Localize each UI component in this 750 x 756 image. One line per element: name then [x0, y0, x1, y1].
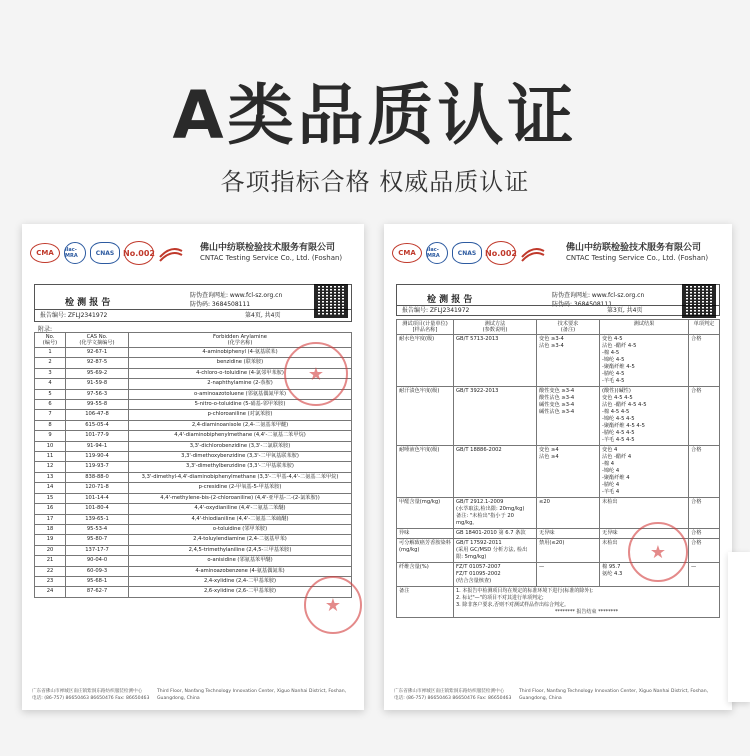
- note-item: 3. 除非客户要求,否则不对测试样品作出综合判定。: [456, 602, 569, 608]
- table-cell: 3,3'-dimethylbenzidine (3,3'-二甲基联苯胺): [129, 462, 352, 472]
- ilac-logo: ilac-MRA: [426, 242, 448, 264]
- table-cell: 22: [35, 566, 66, 576]
- table-row: [35, 587, 352, 597]
- table-cell: 变色 ≥3-4 沾色 ≥3-4: [537, 335, 600, 387]
- table-cell: 4-aminoazobenzene (4-氨基偶氮苯): [129, 566, 352, 576]
- security-code: 防伪码: 3684508111: [552, 301, 613, 308]
- table-row: [35, 556, 352, 566]
- table-cell: 2: [35, 358, 66, 368]
- table-cell: 101-80-4: [66, 504, 129, 514]
- notes-label: 备注: [397, 587, 454, 618]
- appendix-label: 附录:: [38, 326, 53, 333]
- lab-name-cn: 佛山中纺联检验技术服务有限公司: [566, 243, 702, 253]
- table-cell: 10: [35, 441, 66, 451]
- table-cell: 未检出: [600, 498, 689, 529]
- table-row: [35, 545, 352, 555]
- table-cell: 9: [35, 431, 66, 441]
- table-cell: 无异味: [600, 529, 689, 539]
- table-cell: —: [537, 563, 600, 587]
- table-cell: 12: [35, 462, 66, 472]
- table-cell: 禁用(≤20): [537, 539, 600, 563]
- table-cell: 3,3'-dimethoxybenzidine (3,3'-二甲氧基联苯胺): [129, 452, 352, 462]
- table-cell: 24: [35, 587, 66, 597]
- table-cell: 2,4-diaminoanisole (2,4-二氨基苯甲醚): [129, 420, 352, 430]
- table-cell: 纤维含量(%): [397, 563, 454, 587]
- table-row: [35, 524, 352, 534]
- security-code: 防伪码: 3684508111: [190, 301, 251, 308]
- table-cell: 13: [35, 472, 66, 482]
- table-cell: 95-68-1: [66, 576, 129, 586]
- page-number: 第4页, 共4页: [245, 312, 281, 319]
- table-cell: 棉 95.7 氨纶 4.3: [600, 563, 689, 587]
- table-cell: 23: [35, 576, 66, 586]
- report-number: 报告编号: ZFLJ2341972: [402, 307, 470, 314]
- table-cell: 838-88-0: [66, 472, 129, 482]
- table-cell: 2,4-xylidine (2,4-二甲基苯胺): [129, 576, 352, 586]
- table-row: [35, 504, 352, 514]
- lab-name-en: CNTAC Testing Service Co., Ltd. (Foshan): [566, 254, 709, 262]
- table-cell: 139-65-1: [66, 514, 129, 524]
- table-cell: GB/T 3922-2013: [454, 387, 537, 446]
- lab-name-en: CNTAC Testing Service Co., Ltd. (Foshan): [200, 254, 343, 262]
- table-cell: 95-69-2: [66, 368, 129, 378]
- table-cell: 87-62-7: [66, 587, 129, 597]
- table-cell: 异味: [397, 529, 454, 539]
- table-row: [35, 472, 352, 482]
- table-cell: 21: [35, 556, 66, 566]
- table-cell: 无异味: [537, 529, 600, 539]
- table-cell: 5-nitro-o-toluidine (5-硝基-邻甲苯胺): [129, 400, 352, 410]
- footer-fax: Fax: 86650463: [115, 696, 150, 701]
- table-row: [35, 452, 352, 462]
- table-cell: 变色 4-5 沾色 -醋纤 4-5 -棉 4-5 -锦纶 4-5 -聚酯纤维 4-5 -腈纶 4-5 -羊毛 4-5: [600, 335, 689, 387]
- table-cell: 3,3'-dimethyl-4,4'-diaminobiphenylmethane (3,3'-二甲基-4,4'-二氨基二苯甲烷): [129, 472, 352, 482]
- table-cell: 1: [35, 348, 66, 358]
- table-row: [35, 483, 352, 493]
- table-row: [35, 535, 352, 545]
- lab-name-cn: 佛山中纺联检验技术服务有限公司: [200, 243, 336, 253]
- table-cell: 60-09-3: [66, 566, 129, 576]
- table-cell: 11: [35, 452, 66, 462]
- table-cell: 合格: [689, 446, 720, 498]
- table-cell: 未检出: [600, 539, 689, 563]
- table-cell: 合格: [689, 539, 720, 563]
- table-cell: (酸性)(碱性) 变色 4-5 4-5 沾色 -醋纤 4-5 4-5 -棉 4-5 4-5 -锦纶 4-5 4-5 -聚酯纤维 4-5 4-5 -腈纶 4-5 4-5 -羊毛 4-5 4-5: [600, 387, 689, 446]
- table-row: [35, 441, 352, 451]
- table-cell: 91-94-1: [66, 441, 129, 451]
- report-header: [396, 284, 720, 316]
- table-cell: 20: [35, 545, 66, 555]
- table-cell: 酸性变色 ≥3-4 酸性沾色 ≥3-4 碱性变色 ≥3-4 碱性沾色 ≥3-4: [537, 387, 600, 446]
- table-cell: ≤20: [537, 498, 600, 529]
- table-cell: 4,4'-oxydianiline (4,4'-二氨基二苯醚): [129, 504, 352, 514]
- report-title: 检 测 报 告: [427, 295, 473, 305]
- report-number: 报告编号: ZFLJ2341972: [40, 312, 108, 319]
- table-cell: GB 18401-2010 第 6.7 条款: [454, 529, 537, 539]
- accreditation-logos: [392, 238, 546, 268]
- table-cell: 变色 ≥4 沾色 ≥4: [537, 446, 600, 498]
- notes: [454, 587, 720, 618]
- table-cell: 4,4'-diaminobiphenylmethane (4,4'-二氨基二苯甲烷): [129, 431, 352, 441]
- table-cell: 17: [35, 514, 66, 524]
- table-row: [35, 462, 352, 472]
- table-row: [35, 410, 352, 420]
- table-cell: 6: [35, 400, 66, 410]
- table-cell: 615-05-4: [66, 420, 129, 430]
- note-item: 2. 标记"—"的项目不对其进行单项判定;: [456, 595, 544, 601]
- table-cell: o-aminoazotoluene (邻氨基偶氮甲苯): [129, 389, 352, 399]
- table-cell: 14: [35, 483, 66, 493]
- col-header: 测试项目(计量单位) [样品名称]: [397, 320, 454, 335]
- cma-logo: CMA: [30, 243, 60, 263]
- table-row: [35, 431, 352, 441]
- table-cell: 16: [35, 504, 66, 514]
- table-row: [35, 420, 352, 430]
- col-header: 技术要求 (备注): [537, 320, 600, 335]
- footer-tel: 电话: (86-757) 86650463 86650476: [32, 696, 114, 701]
- footer-address-cn: 广东省佛山市禅城区南庄镇紫洞东路纺织服装检测中心: [32, 689, 143, 694]
- table-cell: 18: [35, 524, 66, 534]
- table-cell: GB/T 2912.1-2009 (水萃取法,检出限: 20mg/kg) 备注: "未检出"指小于 20 mg/kg。: [454, 498, 537, 529]
- table-row: [35, 493, 352, 503]
- footer: [394, 688, 722, 702]
- official-seal-icon: ★: [304, 576, 362, 634]
- ilac-logo: ilac-MRA: [64, 242, 86, 264]
- table-cell: FZ/T 01057-2007 FZ/T 01095-2002 (结合含量核查): [454, 563, 537, 587]
- table-cell: 甲醛含量(mg/kg): [397, 498, 454, 529]
- footer-address-en: Third Floor, Nanfang Technology Innovation Center, Xiguo Nanhai District, Foshan, Guangdong, China: [157, 689, 347, 701]
- table-cell: 91-59-8: [66, 379, 129, 389]
- table-cell: o-anisidine (邻氨基苯甲醚): [129, 556, 352, 566]
- table-cell: 95-53-4: [66, 524, 129, 534]
- table-cell: 2,6-xylidine (2,6-二甲基苯胺): [129, 587, 352, 597]
- table-cell: o-toluidine (邻甲苯胺): [129, 524, 352, 534]
- third-report-page-edge: [728, 552, 750, 702]
- page-number: 第3页, 共4页: [607, 307, 643, 314]
- table-cell: 97-56-3: [66, 389, 129, 399]
- table-cell: benzidine (联苯胺): [129, 358, 352, 368]
- report-page-results: [384, 224, 732, 710]
- table-cell: 耐唾液色牢度(级): [397, 446, 454, 498]
- report-header: [34, 284, 352, 322]
- footer-fax: Fax: 86650463: [477, 696, 512, 701]
- table-row: [397, 498, 720, 529]
- hero-subtitle: 各项指标合格 权威品质认证: [220, 168, 530, 196]
- qr-code: [682, 284, 716, 318]
- footer: [32, 688, 354, 702]
- hero-title: A类品质认证: [172, 77, 578, 154]
- table-cell: 137-17-7: [66, 545, 129, 555]
- table-cell: 120-71-8: [66, 483, 129, 493]
- table-cell: 4-aminobiphenyl (4-氨基联苯): [129, 348, 352, 358]
- fcl-logo: No.002: [486, 241, 516, 265]
- table-cell: 8: [35, 420, 66, 430]
- table-cell: 可分解致癌芳香胺染料(mg/kg): [397, 539, 454, 563]
- verify-url: 防伪查询网址: www.fcl-sz.org.cn: [552, 292, 645, 299]
- table-cell: 合格: [689, 529, 720, 539]
- col-header: No. (编号): [35, 333, 66, 348]
- report-page-appendix: [22, 224, 364, 710]
- table-cell: GB/T 18886-2002: [454, 446, 537, 498]
- col-header: 单项判定: [689, 320, 720, 335]
- table-cell: 2,4-toluylendiamine (2,4-二氨基甲苯): [129, 535, 352, 545]
- col-header: Forbidden Arylamine (化学名称): [129, 333, 352, 348]
- table-cell: 106-47-8: [66, 410, 129, 420]
- fcl-mark-icon: [158, 243, 184, 263]
- table-cell: 合格: [689, 498, 720, 529]
- note-item: 1. 本报告中检测项目均在规定的标准环境下进行(标准的除外);: [456, 588, 593, 594]
- table-cell: 4-chloro-o-toluidine (4-氯邻甲苯胺): [129, 368, 352, 378]
- table-cell: 合格: [689, 335, 720, 387]
- table-cell: 2-naphthylamine (2-萘胺): [129, 379, 352, 389]
- table-cell: 4: [35, 379, 66, 389]
- table-cell: 3: [35, 368, 66, 378]
- table-cell: 19: [35, 535, 66, 545]
- table-cell: 92-67-1: [66, 348, 129, 358]
- report-title: 检 测 报 告: [65, 298, 111, 308]
- table-row: [397, 335, 720, 387]
- table-cell: p-cresidine (2-甲氧基-5-甲基苯胺): [129, 483, 352, 493]
- official-seal-icon: ★: [628, 522, 688, 582]
- col-header: 测试方法 (参数说明): [454, 320, 537, 335]
- table-cell: 合格: [689, 387, 720, 446]
- official-seal-icon: ★: [284, 342, 348, 406]
- table-cell: 2,4,5-trimethylaniline (2,4,5-三甲基苯胺): [129, 545, 352, 555]
- table-cell: 119-93-7: [66, 462, 129, 472]
- footer-tel: 电话: (86-757) 86650463 86650476: [394, 696, 476, 701]
- table-cell: GB/T 5713-2013: [454, 335, 537, 387]
- cnas-logo: CNAS: [90, 242, 120, 264]
- cnas-logo: CNAS: [452, 242, 482, 264]
- table-cell: 5: [35, 389, 66, 399]
- table-cell: GB/T 17592-2011 (采用 GC/MSD 分析方法, 检出限: 5mg/kg): [454, 539, 537, 563]
- footer-address-en: Third Floor, Nanfang Technology Innovation Center, Xiguo Nanhai District, Foshan, Guangdong, China: [519, 689, 709, 701]
- table-cell: 99-55-8: [66, 400, 129, 410]
- table-cell: 7: [35, 410, 66, 420]
- col-header: 测试结果: [600, 320, 689, 335]
- table-row: [35, 566, 352, 576]
- footer-address-cn: 广东省佛山市禅城区南庄镇紫洞东路纺织服装检测中心: [394, 689, 505, 694]
- fcl-logo: No.002: [124, 241, 154, 265]
- table-row: [397, 446, 720, 498]
- table-cell: 101-77-9: [66, 431, 129, 441]
- table-cell: 耐汗渍色牢度(级): [397, 387, 454, 446]
- qr-code: [314, 284, 348, 318]
- accreditation-logos: [30, 238, 184, 268]
- verify-url: 防伪查询网址: www.fcl-sz.org.cn: [190, 292, 283, 299]
- table-cell: 95-80-7: [66, 535, 129, 545]
- col-header: CAS No. (化学文摘编号): [66, 333, 129, 348]
- report-end: ******** 报告结束 ********: [554, 609, 619, 615]
- table-row: [397, 387, 720, 446]
- table-cell: p-chloroaniline (对氯苯胺): [129, 410, 352, 420]
- fcl-mark-icon: [520, 243, 546, 263]
- table-cell: 变色 4 沾色 -醋纤 4 -棉 4 -锦纶 4 -聚酯纤维 4 -腈纶 4 -羊毛 4: [600, 446, 689, 498]
- table-cell: 3,3'-dichlorobenzidine (3,3'-二氯联苯胺): [129, 441, 352, 451]
- table-cell: 4,4'-methylene-bis-(2-chloroaniline) (4,4'-亚甲基-二-(2-氯苯胺)): [129, 493, 352, 503]
- cma-logo: CMA: [392, 243, 422, 263]
- table-cell: 15: [35, 493, 66, 503]
- table-cell: 101-14-4: [66, 493, 129, 503]
- table-cell: 92-87-5: [66, 358, 129, 368]
- table-row: [35, 514, 352, 524]
- table-cell: 90-04-0: [66, 556, 129, 566]
- table-cell: 耐水色牢度(级): [397, 335, 454, 387]
- table-cell: —: [689, 563, 720, 587]
- table-row: [35, 576, 352, 586]
- table-cell: 4,4'-thiodianiline (4,4'-二氨基二苯硫醚): [129, 514, 352, 524]
- table-cell: 119-90-4: [66, 452, 129, 462]
